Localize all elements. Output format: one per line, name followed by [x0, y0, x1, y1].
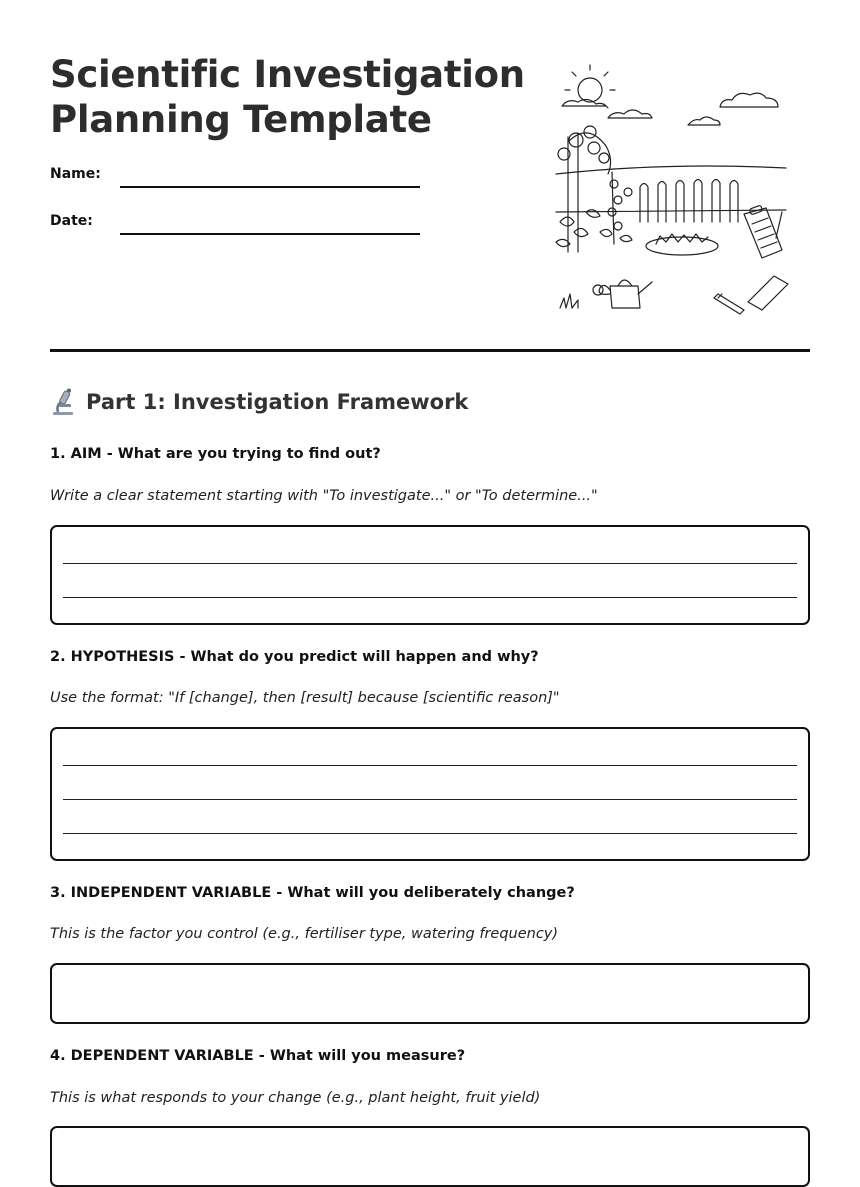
- name-field[interactable]: [120, 186, 420, 188]
- page-title: [50, 52, 525, 142]
- plant: [556, 126, 632, 252]
- question-hypothesis-title: 2. HYPOTHESIS - What do you predict will happen and why?: [50, 649, 539, 665]
- microscope-icon: [50, 388, 76, 416]
- writing-line: [63, 563, 797, 564]
- writing-line: [63, 765, 797, 766]
- question-independent-variable-title: 3. INDEPENDENT VARIABLE - What will you deliberately change?: [50, 885, 575, 901]
- section-heading: [50, 388, 468, 416]
- name-label: Name:: [50, 166, 101, 182]
- notebook-icon: [714, 276, 788, 314]
- page-title-line: Planning Template: [50, 98, 432, 141]
- writing-line: [63, 833, 797, 834]
- garden-illustration: [548, 62, 794, 318]
- clipboard-icon: [744, 205, 782, 258]
- dependent-variable-answer-box[interactable]: [50, 1126, 810, 1187]
- question-hypothesis-hint: Use the format: "If [change], then [result] because [scientific reason]": [50, 690, 560, 706]
- page-title-line: Scientific Investigation: [50, 53, 525, 96]
- question-aim-hint: Write a clear statement starting with "To investigate..." or "To determine...": [50, 488, 598, 504]
- aim-answer-box[interactable]: [50, 525, 810, 625]
- sun-icon: [562, 65, 615, 108]
- grass-icon: [560, 294, 578, 308]
- question-dependent-variable-title: 4. DEPENDENT VARIABLE - What will you measure?: [50, 1048, 466, 1064]
- garden-bed: [646, 234, 718, 255]
- divider: [50, 349, 810, 352]
- date-label: Date:: [50, 213, 93, 229]
- section-heading-text: Part 1: Investigation Framework: [86, 390, 469, 414]
- independent-variable-answer-box[interactable]: [50, 963, 810, 1024]
- hypothesis-answer-box[interactable]: [50, 727, 810, 861]
- watering-can-icon: [593, 280, 652, 308]
- date-field[interactable]: [120, 233, 420, 235]
- question-aim-title: 1. AIM - What are you trying to find out?: [50, 446, 381, 462]
- writing-line: [63, 597, 797, 598]
- cloud-icon: [608, 93, 778, 125]
- question-independent-variable-hint: This is the factor you control (e.g., fertiliser type, watering frequency): [50, 926, 559, 942]
- writing-line: [63, 799, 797, 800]
- question-dependent-variable-hint: This is what responds to your change (e.g., plant height, fruit yield): [50, 1090, 541, 1106]
